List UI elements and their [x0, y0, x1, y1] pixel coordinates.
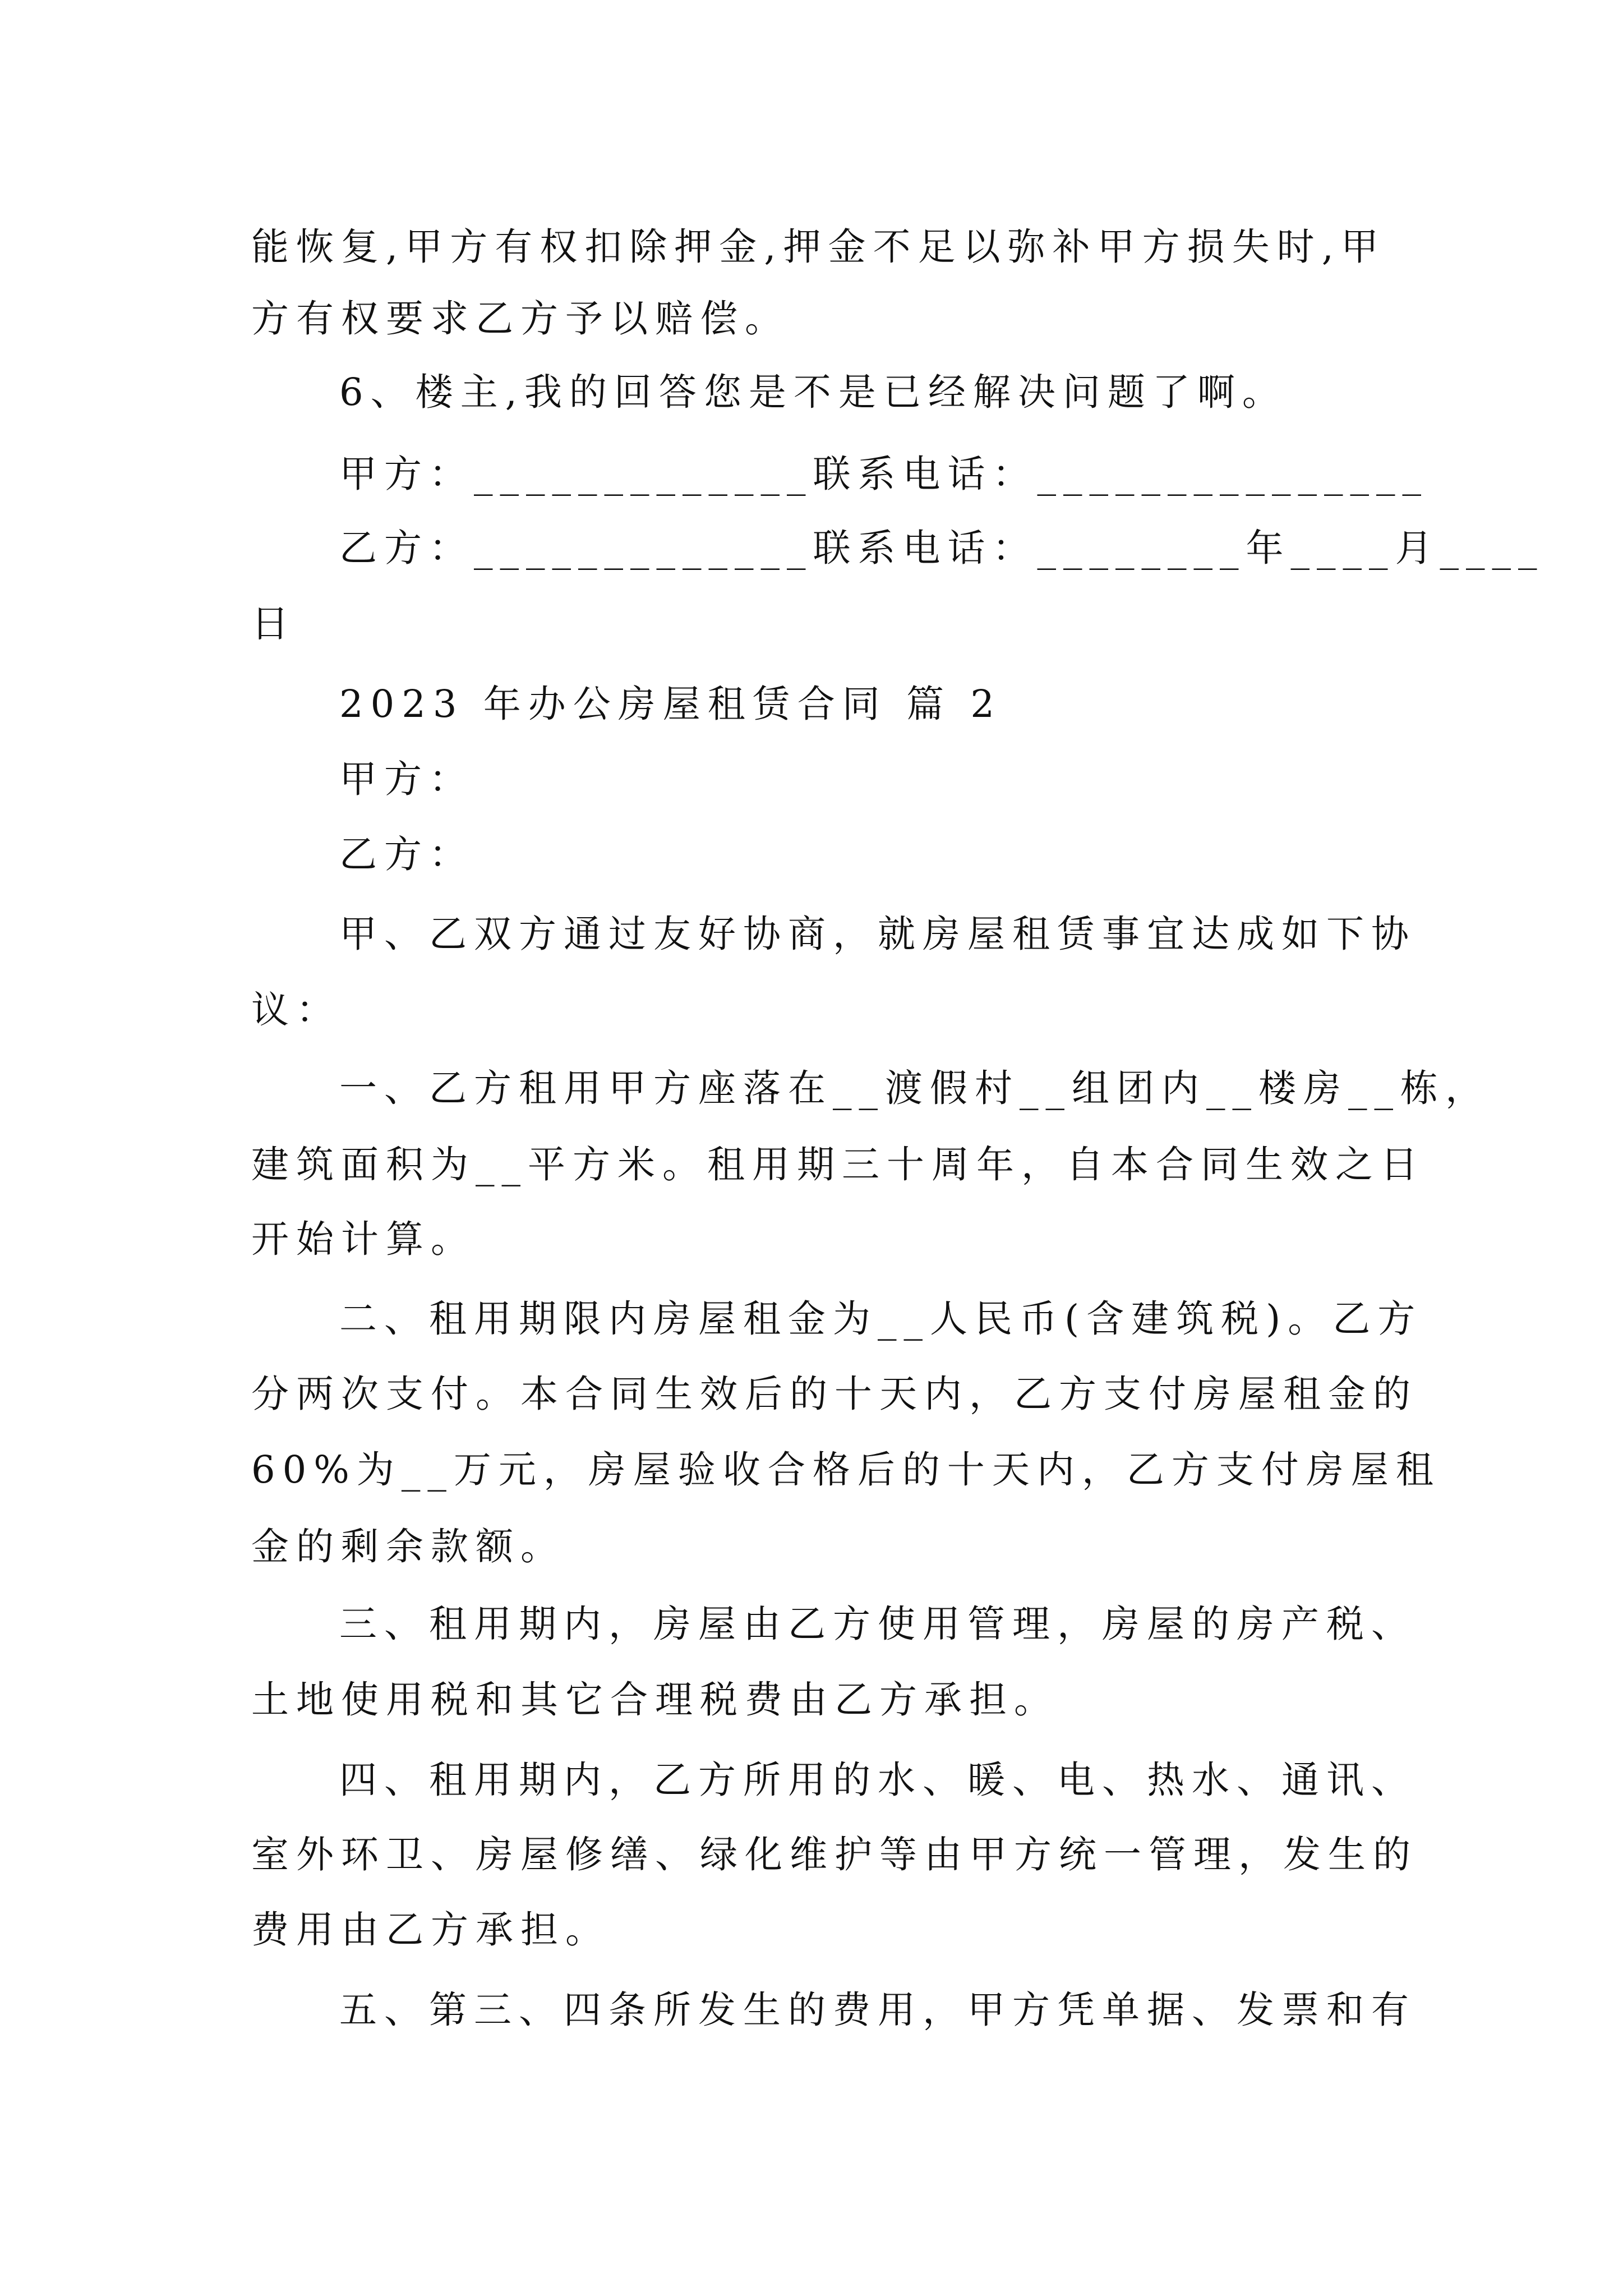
text-line-20: 土地使用税和其它合理税费由乙方承担。	[251, 1678, 1059, 1722]
text-line-5: 乙方：_____________联系电话：________年____月____	[339, 526, 1544, 570]
text-line-21: 四、租用期内，乙方所用的水、暖、电、热水、通讯、	[339, 1758, 1416, 1802]
text-line-9: 乙方：	[339, 832, 474, 876]
text-line-16: 分两次支付。本合同生效后的十天内，乙方支付房屋租金的	[251, 1372, 1418, 1416]
text-line-6: 日	[251, 602, 296, 646]
text-line-12: 一、乙方租用甲方座落在__渡假村__组团内__楼房__栋，	[339, 1066, 1490, 1110]
text-line-13: 建筑面积为__平方米。租用期三十周年，自本合同生效之日	[251, 1143, 1425, 1186]
text-line-3: 6、楼主,我的回答您是不是已经解决问题了啊。	[339, 370, 1287, 414]
text-line-14: 开始计算。	[251, 1217, 476, 1261]
text-line-18: 金的剩余款额。	[251, 1525, 565, 1568]
text-line-2: 方有权要求乙方予以赔偿。	[251, 297, 790, 341]
text-line-1: 能恢复,甲方有权扣除押金,押金不足以弥补甲方损失时,甲	[251, 225, 1386, 269]
text-line-24: 五、第三、四条所发生的费用，甲方凭单据、发票和有	[339, 1988, 1416, 2032]
section-title: 2023 年办公房屋租赁合同 篇 2	[339, 682, 1002, 726]
text-line-10: 甲、乙双方通过友好协商，就房屋租赁事宜达成如下协	[339, 912, 1416, 956]
text-line-15: 二、租用期限内房屋租金为__人民币(含建筑税)。乙方	[339, 1297, 1423, 1341]
text-line-23: 费用由乙方承担。	[251, 1908, 610, 1952]
text-line-19: 三、租用期内，房屋由乙方使用管理，房屋的房产税、	[339, 1602, 1416, 1646]
text-line-8: 甲方：	[339, 757, 474, 801]
text-line-22: 室外环卫、房屋修缮、绿化维护等由甲方统一管理，发生的	[251, 1833, 1418, 1876]
text-line-4: 甲方：_____________联系电话：_______________	[339, 452, 1428, 496]
text-line-11: 议：	[251, 988, 341, 1032]
text-line-17: 60%为__万元，房屋验收合格后的十天内，乙方支付房屋租	[251, 1448, 1441, 1492]
